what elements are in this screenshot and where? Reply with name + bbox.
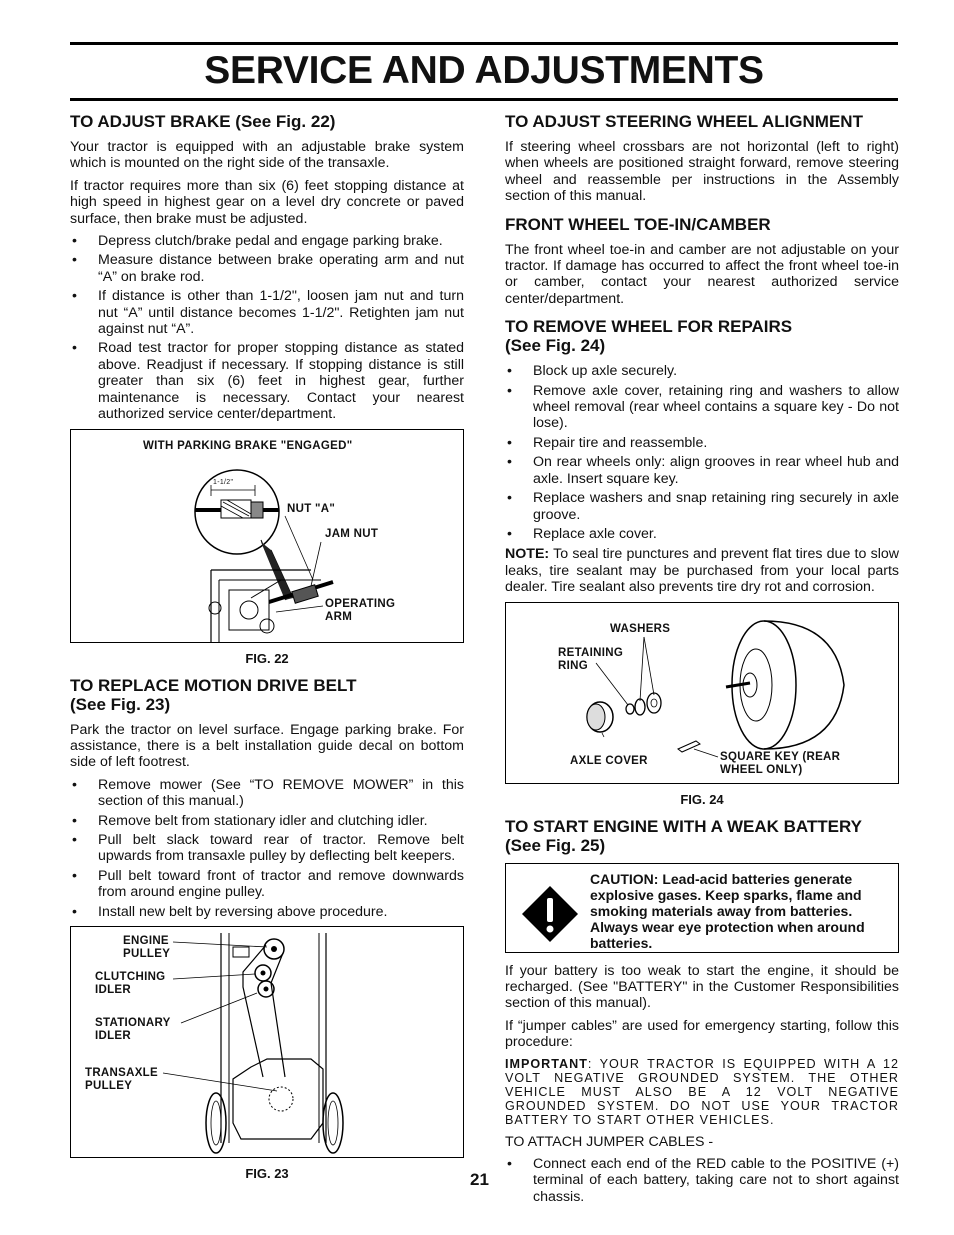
fig23-engine-pulley-label [123, 935, 170, 961]
brake-steps [70, 233, 464, 422]
steering-heading: TO ADJUST STEERING WHEEL ALIGNMENT [505, 112, 863, 131]
list-item: • Install new belt by reversing above procedure. [70, 904, 464, 920]
figure-22 [70, 429, 464, 643]
section-weak-battery [505, 817, 899, 1206]
section-steering-alignment [505, 112, 899, 205]
list-item: • Replace axle cover. [505, 526, 899, 542]
list-item: • Pull belt slack toward rear of tractor. Remove belt upwards from transaxle pulley by deflecting belt keepers. [70, 832, 464, 865]
wheel-steps [505, 363, 899, 542]
fig22-nut-a-label: NUT "A" [287, 502, 336, 515]
fig23-clutch-line1: CLUTCHING [95, 970, 166, 983]
belt-paragraph-1: Park the tractor on level surface. Engage parking brake. For assistance, there is a belt installation guide decal on bottom side of left footrest. [70, 721, 464, 771]
wheel-note [505, 546, 899, 595]
fig23-trans-line2: PULLEY [85, 1079, 133, 1092]
fig22-operating-arm-label [325, 598, 395, 624]
brake-paragraph-1: Your tractor is equipped with an adjustable brake system which is mounted on the right side of the transaxle. [70, 139, 464, 172]
fig24-retaining-ring-label [558, 647, 623, 673]
list-item: • Connect each end of the RED cable to the POSITIVE (+) terminal of each battery, taking care not to short against chassis. [505, 1156, 899, 1205]
battery-heading-line2: (See Fig. 25) [505, 835, 606, 855]
list-item: • If distance is other than 1-1/2", loosen jam nut and turn nut “A” until distance becomes 1-1/2". Retighten jam nut against nut “A”. [70, 288, 464, 337]
brake-heading: TO ADJUST BRAKE (See Fig. 22) [70, 112, 336, 131]
fig24-axle-cover-label: AXLE COVER [570, 754, 648, 767]
fig22-title: WITH PARKING BRAKE "ENGAGED" [143, 439, 353, 452]
note-label: NOTE: [505, 546, 550, 563]
list-item: • Measure distance between brake operating arm and nut “A” on brake rod. [70, 252, 464, 285]
important-text: : YOUR TRACTOR IS EQUIPPED WITH A 12 VOLT NEGATIVE GROUNDED SYSTEM. THE OTHER VEHICLE MUST ALSO BE A 12 VOLT NEGATIVE GROUNDED SYSTEM. DO NOT USE YOUR TRACTOR BATTERY TO START OTHER VEHICLES. [505, 1056, 899, 1128]
list-item: • On rear wheels only: align grooves in rear wheel hub and axle. Insert square key. [505, 454, 899, 487]
battery-paragraph-1: If your battery is too weak to start the engine, it should be recharged. (See "BATTERY" in the Customer Responsibilities section of this manual). [505, 962, 899, 1012]
title-rule [70, 98, 898, 101]
toe-paragraph: The front wheel toe-in and camber are not adjustable on your tractor. If damage has occurred to affect the front wheel toe-in or camber, contact your nearest authorized service center/department. [505, 241, 899, 307]
belt-heading-line2: (See Fig. 23) [70, 694, 171, 714]
list-item: • Remove axle cover, retaining ring and washers to allow wheel removal (rear wheel contains a square key - Do not lose). [505, 383, 899, 432]
fig22-dimension: 1-1/2" [213, 478, 234, 486]
list-item: • Remove belt from stationary idler and clutching idler. [70, 813, 464, 829]
fig24-ret-line2: RING [558, 659, 588, 672]
list-item: • Depress clutch/brake pedal and engage parking brake. [70, 233, 464, 249]
fig24-square-key-label [720, 751, 840, 777]
page-number: 21 [470, 1170, 489, 1189]
wheel-illustration [506, 603, 900, 783]
list-item: • Block up axle securely. [505, 363, 899, 379]
brake-illustration [71, 430, 465, 642]
fig23-clutch-line2: IDLER [95, 983, 131, 996]
fig23-clutching-idler-label [95, 971, 165, 997]
battery-steps [505, 1156, 899, 1205]
fig22-caption: FIG. 22 [245, 650, 289, 666]
fig23-stat-line1: STATIONARY [95, 1016, 171, 1029]
fig22-operating-label-line2: ARM [325, 610, 353, 623]
steering-paragraph: If steering wheel crossbars are not horizontal (left to right) when wheels are positioned straight forward, remove steering wheel and reassemble per instructions in the Assembly section of this manual. [505, 139, 899, 205]
battery-heading [505, 817, 899, 855]
caution-box [505, 863, 899, 953]
important-notice [505, 1057, 899, 1128]
fig22-jam-nut-label: JAM NUT [325, 527, 379, 540]
figure-24 [505, 602, 899, 784]
left-column [70, 110, 464, 1191]
fig24-key-line2: WHEEL ONLY) [720, 763, 803, 776]
important-label: IMPORTANT [505, 1056, 588, 1071]
battery-paragraph-2: If “jumper cables” are used for emergency starting, follow this procedure: [505, 1017, 899, 1051]
list-item: • Replace washers and snap retaining ring securely in axle groove. [505, 490, 899, 523]
section-remove-wheel [505, 317, 899, 595]
section-toe-in-camber [505, 215, 899, 308]
fig23-trans-line1: TRANSAXLE [85, 1066, 158, 1079]
note-text: To seal tire punctures and prevent flat tires due to slow leaks, tire sealant may be purchased from your local parts dealer. Tire sealant also prevents tire dry rot and corrosion. [505, 546, 899, 596]
battery-heading-line1: TO START ENGINE WITH A WEAK BATTERY [505, 816, 862, 836]
belt-heading [70, 676, 464, 714]
page-title: SERVICE AND ADJUSTMENTS [204, 49, 764, 92]
attach-cables-heading: TO ATTACH JUMPER CABLES - [505, 1133, 714, 1150]
wheel-heading [505, 317, 899, 355]
section-motion-drive-belt [70, 676, 464, 920]
list-item: • Remove mower (See “TO REMOVE MOWER” in this section of this manual.) [70, 777, 464, 810]
figure-23 [70, 926, 464, 1158]
belt-steps [70, 777, 464, 920]
wheel-heading-line1: TO REMOVE WHEEL FOR REPAIRS [505, 317, 793, 337]
brake-paragraph-2: If tractor requires more than six (6) feet stopping distance at high speed in highest gear on a level dry concrete or paved surface, then brake must be adjusted. [70, 177, 464, 227]
fig24-washers-label: WASHERS [610, 622, 671, 635]
wheel-heading-line2: (See Fig. 24) [505, 336, 606, 356]
fig23-engine-line2: PULLEY [123, 947, 171, 960]
list-item: • Repair tire and reassemble. [505, 435, 899, 451]
fig24-key-line1: SQUARE KEY (REAR [720, 750, 841, 763]
top-rule [70, 42, 898, 45]
fig23-stationary-idler-label [95, 1017, 171, 1043]
fig23-engine-line1: ENGINE [123, 934, 169, 947]
fig24-caption: FIG. 24 [680, 791, 724, 807]
fig22-operating-label-line1: OPERATING [325, 597, 396, 610]
list-item: • Pull belt toward front of tractor and remove downwards from around engine pulley. [70, 868, 464, 901]
fig23-stat-line2: IDLER [95, 1029, 131, 1042]
list-item: • Road test tractor for proper stopping distance as stated above. Readjust if necessary. If stopping distance is still greater than six (6) feet in highest gear, further maintenance is necessary. Contact your nearest authorized service center/department. [70, 340, 464, 422]
fig23-caption: FIG. 23 [245, 1165, 289, 1181]
section-adjust-brake [70, 112, 464, 423]
fig23-transaxle-pulley-label [85, 1067, 158, 1093]
warning-icon [520, 884, 580, 944]
right-column [505, 110, 899, 1209]
caution-text: CAUTION: Lead-acid batteries generate explosive gases. Keep sparks, flame and smoking materials away from batteries. Always wear eye protection when around batteries. [590, 870, 865, 951]
fig24-ret-line1: RETAINING [558, 646, 624, 659]
toe-heading: FRONT WHEEL TOE-IN/CAMBER [505, 214, 771, 234]
belt-heading-line1: TO REPLACE MOTION DRIVE BELT [70, 675, 357, 695]
